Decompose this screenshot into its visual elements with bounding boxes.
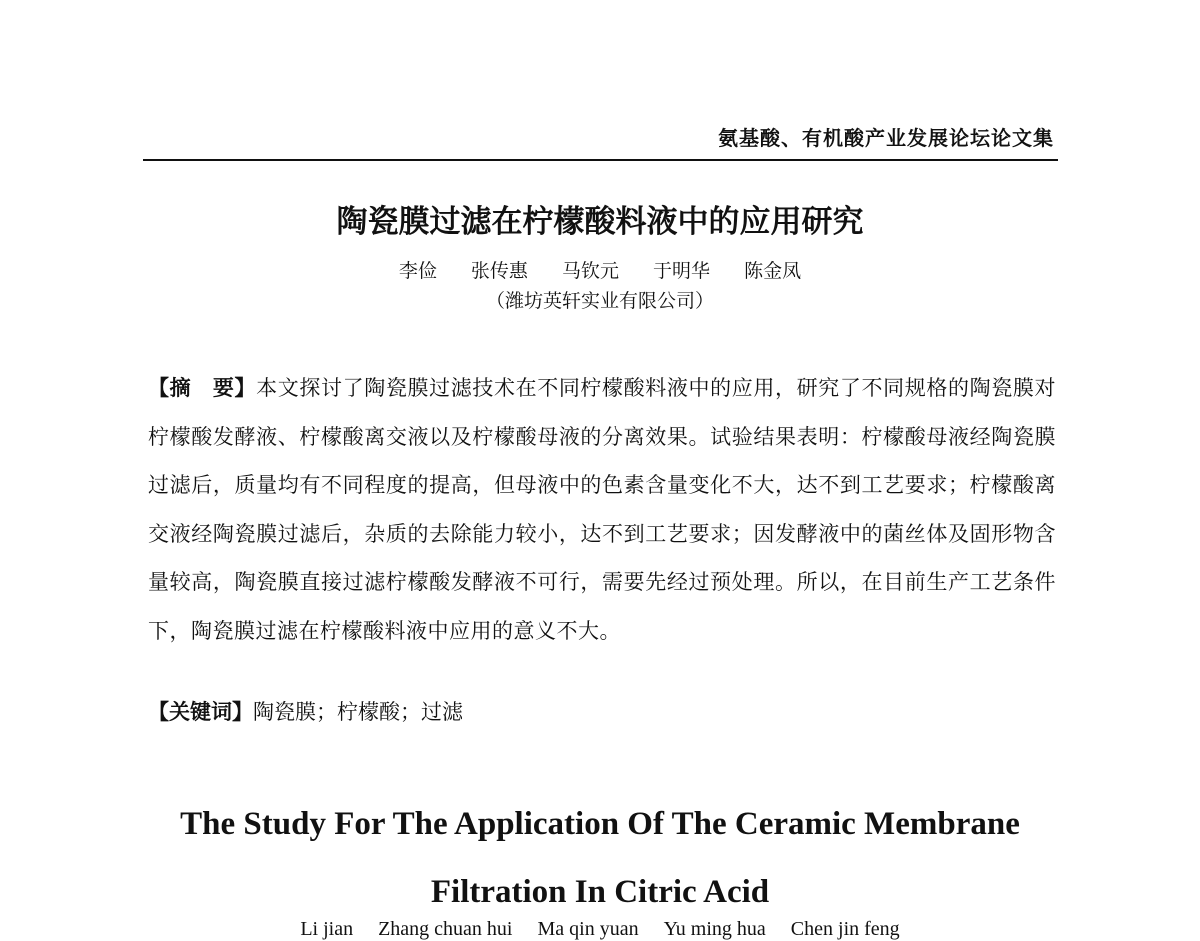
running-header: 氨基酸、有机酸产业发展论坛论文集 xyxy=(718,126,1054,150)
author-en: Yu ming hua xyxy=(663,918,766,940)
author-cn: 陈金凤 xyxy=(744,260,802,282)
abstract xyxy=(148,364,1056,655)
author-cn: 李俭 xyxy=(398,260,437,282)
keywords xyxy=(148,688,1056,736)
title-en-line-2: Filtration In Citric Acid xyxy=(430,874,770,910)
abstract-label: 【摘 要】 xyxy=(148,375,257,400)
paper-title-en xyxy=(0,790,1200,926)
author-en: Li jian xyxy=(300,918,354,940)
authors-cn xyxy=(0,256,1200,283)
author-cn: 张传惠 xyxy=(470,260,528,282)
paper-title-cn: 陶瓷膜过滤在柠檬酸料液中的应用研究 xyxy=(336,204,864,240)
author-cn: 马钦元 xyxy=(561,260,619,282)
abstract-text: 本文探讨了陶瓷膜过滤技术在不同柠檬酸料液中的应用，研究了不同规格的陶瓷膜对柠檬酸发酵液、柠檬酸离交液以及柠檬酸母液的分离效果。试验结果表明：柠檬酸母液经陶瓷膜过滤后，质量均有不同程度的提高，但母液中的色素含量变化不大，达不到工艺要求；柠檬酸离交液经陶瓷膜过滤后，杂质的去除能力较小，达不到工艺要求；因发酵液中的菌丝体及固形物含量较高，陶瓷膜直接过滤柠檬酸发酵液不可行，需要先经过预处理。所以，在目前生产工艺条件下，陶瓷膜过滤在柠檬酸料液中应用的意义不大。 xyxy=(148,376,1056,643)
title-en-line-1: The Study For The Application Of The Ceramic Membrane xyxy=(180,806,1020,842)
header-rule xyxy=(143,159,1058,161)
authors-en xyxy=(0,918,1200,941)
author-en: Zhang chuan hui xyxy=(378,918,513,940)
keywords-text: 陶瓷膜；柠檬酸；过滤 xyxy=(253,700,463,724)
affiliation-cn: （潍坊英轩实业有限公司） xyxy=(485,290,714,312)
author-en: Chen jin feng xyxy=(790,918,900,940)
author-en: Ma qin yuan xyxy=(537,918,639,940)
keywords-label: 【关键词】 xyxy=(148,699,253,724)
author-cn: 于明华 xyxy=(653,260,711,282)
